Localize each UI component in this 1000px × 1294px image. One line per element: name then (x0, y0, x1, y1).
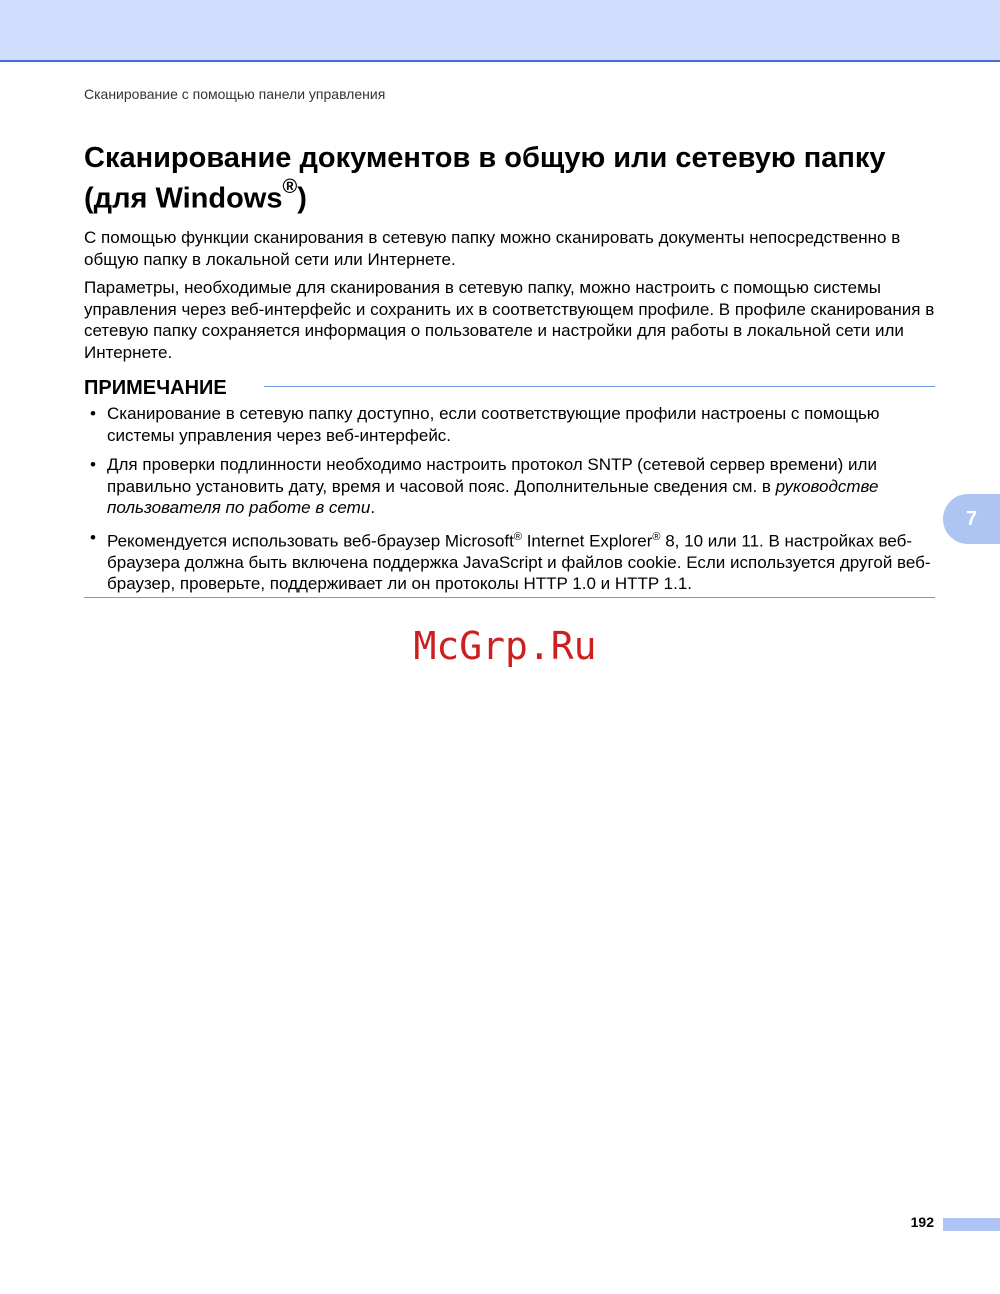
note-item-text: Сканирование в сетевую папку доступно, если соответствующие профили настроены с помощью системы управления через веб-интерфейс. (107, 404, 880, 445)
note-rule (264, 386, 935, 387)
registered-mark: ® (282, 176, 298, 198)
top-header-band (0, 0, 1000, 62)
page-number-bar (943, 1218, 1000, 1231)
watermark: McGrp.Ru (413, 624, 597, 668)
note-item (84, 527, 944, 595)
bullet-icon: • (90, 404, 96, 423)
note-item (84, 454, 944, 519)
intro-paragraph: С помощью функции сканирования в сетевую папку можно сканировать документы непосредственно в общую папку в локальной сети или Интернете. (84, 228, 901, 269)
note-list (84, 403, 944, 603)
title-close: ) (297, 182, 307, 215)
note-item (84, 403, 944, 446)
registered-mark: ® (513, 530, 522, 543)
note-item-text: Рекомендуется использовать веб-браузер Microsoft (107, 531, 514, 551)
note-item-text: Для проверки подлинности необходимо настроить протокол SNTP (сетевой сервер времени) или правильно установить дату, время и часовой пояс. Дополнительные сведения см. в (107, 455, 877, 496)
note-item-text: Internet Explorer (521, 531, 653, 551)
registered-mark: ® (652, 530, 661, 543)
page-title (84, 142, 944, 216)
settings-paragraph: Параметры, необходимые для сканирования в сетевую папку, можно настроить с помощью системы управления через веб-интерфейс и сохранить их в соответствующем профиле. В профиле сканирования в сетевую папку сохраняется информация о пользователе и настройки для работы в локальной сети или Интернете. (84, 278, 935, 362)
running-header: Сканирование с помощью панели управления (84, 86, 386, 102)
title-text: Сканирование документов в общую или сетевую папку (для Windows (84, 142, 886, 215)
page-number: 192 (910, 1214, 934, 1230)
note-item-end: . (370, 498, 376, 517)
bullet-icon: • (90, 527, 96, 547)
bullet-icon: • (90, 455, 96, 474)
note-item-text: 8, 10 или 11. В настройках веб-браузера должна быть включена поддержка JavaScript и файлов cookie. Если используется другой веб-браузер, проверьте, поддерживает ли он протоколы HTTP 1.0 и HTTP 1.1. (107, 531, 931, 594)
chapter-tab: 7 (943, 494, 1000, 544)
network-guide-link[interactable]: руководстве пользователя по работе в сети (107, 476, 879, 517)
note-end-rule (84, 597, 935, 598)
note-heading: ПРИМЕЧАНИЕ (84, 377, 227, 399)
